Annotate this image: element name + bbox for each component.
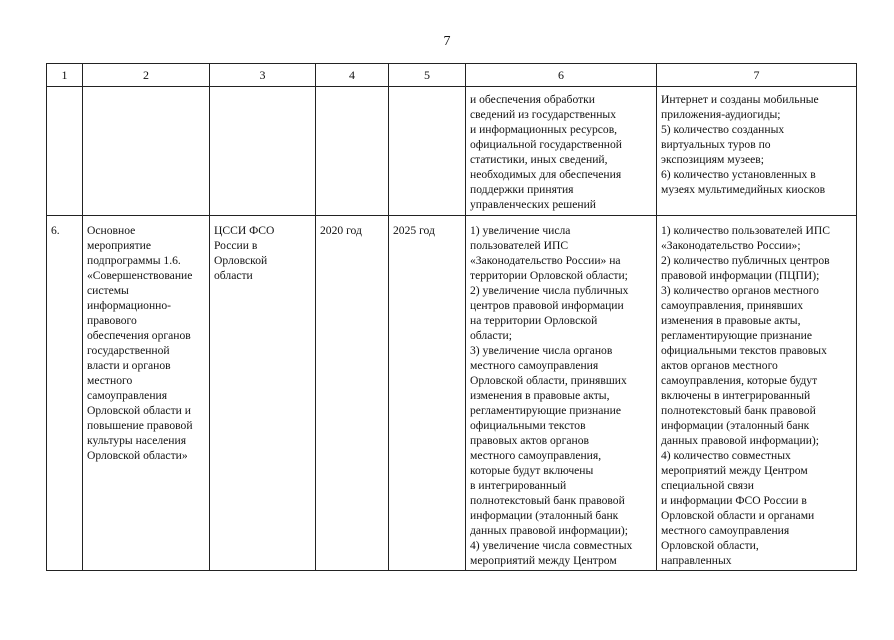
cell-expected-result: и обеспечения обработки сведений из государственных и информационных ресурсов, официальной государственной статистики, иных сведений, необходимых для обеспечения поддержки принятия управленческих решений xyxy=(466,87,657,216)
table-row-continuation xyxy=(47,87,857,216)
cell-executor: ЦССИ ФСО России в Орловской области xyxy=(210,216,316,571)
measures-table xyxy=(46,63,857,571)
header-col-1: 1 xyxy=(47,64,83,87)
cell-executor xyxy=(210,87,316,216)
header-col-2: 2 xyxy=(83,64,210,87)
header-col-6: 6 xyxy=(466,64,657,87)
cell-measure-name xyxy=(83,87,210,216)
header-col-4: 4 xyxy=(316,64,389,87)
cell-start-year: 2020 год xyxy=(316,216,389,571)
header-col-7: 7 xyxy=(657,64,857,87)
cell-indicator: Интернет и созданы мобильные приложения-аудиогиды; 5) количество созданных виртуальных туров по экспозициям музеев; 6) количество установленных в музеях мультимедийных киосков xyxy=(657,87,857,216)
cell-start-year xyxy=(316,87,389,216)
header-row xyxy=(47,64,857,87)
cell-number xyxy=(47,87,83,216)
cell-measure-name: Основное мероприятие подпрограммы 1.6. «Совершенствование системы информационно- правового обеспечения органов государственной власти и органов местного самоуправления Орловской области и повышение правовой культуры населения Орловской области» xyxy=(83,216,210,571)
cell-number: 6. xyxy=(47,216,83,571)
cell-indicator: 1) количество пользователей ИПС «Законодательство России»; 2) количество публичных центров правовой информации (ПЦПИ); 3) количество органов местного самоуправления, принявших изменения в правовые акты, регламентирующие признание официальными текстов правовых актов органов местного самоуправления, которые будут включены в интегрированный полнотекстовый банк правовой информации (эталонный банк данных правовой информации); 4) количество совместных мероприятий между Центром специальной связи и информации ФСО России в Орловской области и органами местного самоуправления Орловской области, направленных xyxy=(657,216,857,571)
header-col-5: 5 xyxy=(389,64,466,87)
header-col-3: 3 xyxy=(210,64,316,87)
table-row-6 xyxy=(47,216,857,571)
cell-end-year xyxy=(389,87,466,216)
page-number: 7 xyxy=(443,34,451,49)
cell-expected-result: 1) увеличение числа пользователей ИПС «Законодательство России» на территории Орловской области; 2) увеличение числа публичных центров правовой информации на территории Орловской области; 3) увеличение числа органов местного самоуправления Орловской области, принявших изменения в правовые акты, регламентирующие признание официальными текстов правовых актов органов местного самоуправления, которые будут включены в интегрированный полнотекстовый банк правовой информации (эталонный банк данных правовой информации); 4) увеличение числа совместных мероприятий между Центром xyxy=(466,216,657,571)
cell-end-year: 2025 год xyxy=(389,216,466,571)
